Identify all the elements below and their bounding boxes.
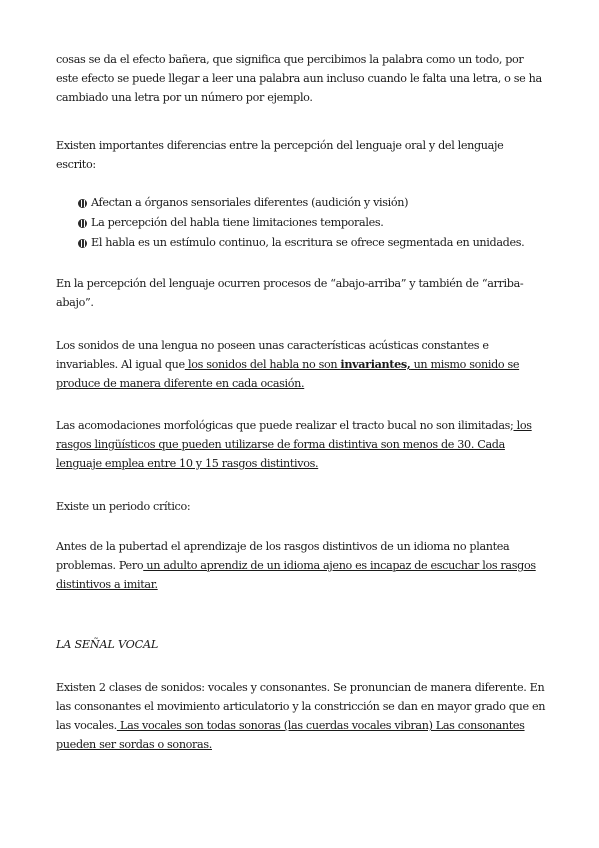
- list-item-text: Afectan a órganos sensoriales diferentes (audición y visión): [91, 196, 409, 209]
- list-item-text: El habla es un estímulo continuo, la escritura se ofrece segmentada en unidades.: [91, 236, 525, 249]
- underlined-text: los rasgos lingüísticos que pueden utilizarse de forma distintiva son menos de 30. Cada lenguaje emplea entre 10 y 15 rasgos distintivos.: [56, 419, 532, 470]
- text-run: Antes de la pubertad el aprendizaje de los rasgos distintivos de un idioma no plantea problemas. Pero: [56, 540, 510, 572]
- paragraph-pubertad: [56, 537, 546, 594]
- differences-list: [78, 193, 548, 253]
- paragraph-clases-sonidos: [56, 678, 546, 754]
- underlined-text: los sonidos del habla no son: [184, 358, 341, 371]
- bullet-icon: [78, 219, 87, 228]
- list-item: [78, 193, 548, 213]
- text-run: Las acomodaciones morfológicas que puede realizar el tracto bucal no son ilimitadas;: [56, 419, 514, 432]
- paragraph-periodo-critico: Existe un periodo crítico:: [56, 500, 191, 513]
- section-heading: LA SEÑAL VOCAL: [56, 638, 159, 651]
- paragraph-sonidos-lengua: [56, 336, 546, 393]
- underlined-text: Las vocales son todas sonoras (las cuerdas vocales vibran) Las consonantes pueden ser sordas o sonoras.: [56, 719, 525, 751]
- list-item-text: La percepción del habla tiene limitaciones temporales.: [91, 216, 384, 229]
- list-item: [78, 213, 548, 233]
- underlined-text: un mismo sonido se produce de manera diferente en cada ocasión.: [56, 358, 520, 390]
- text-run: Los sonidos de una lengua no poseen unas características acústicas constantes e invariables. Al igual que: [56, 339, 489, 371]
- paragraph-procesos: En la percepción del lenguaje ocurren procesos de “abajo-arriba” y también de “arriba-abajo”.: [56, 277, 524, 309]
- paragraph-diferencias-intro: Existen importantes diferencias entre la percepción del lenguaje oral y del lenguaje escrito:: [56, 139, 504, 171]
- list-item: [78, 233, 548, 253]
- bullet-icon: [78, 239, 87, 248]
- bullet-icon: [78, 199, 87, 208]
- bold-underlined-text: invariantes,: [340, 357, 411, 371]
- underlined-text: un adulto aprendiz de un idioma ajeno es incapaz de escuchar los rasgos distintivos a imitar.: [56, 559, 536, 591]
- paragraph-acomodaciones: [56, 416, 546, 473]
- text-run: Existen 2 clases de sonidos: vocales y consonantes. Se pronuncian de manera diferente. En las consonantes el movimiento articulatorio y la constricción se dan en mayor grado que en las vocales.: [56, 681, 546, 732]
- paragraph-efecto-banera: cosas se da el efecto bañera, que significa que percibimos la palabra como un todo, por este efecto se puede llegar a leer una palabra aun incluso cuando le falta una letra, o se ha cambiado una letra por un número por ejemplo.: [56, 53, 542, 104]
